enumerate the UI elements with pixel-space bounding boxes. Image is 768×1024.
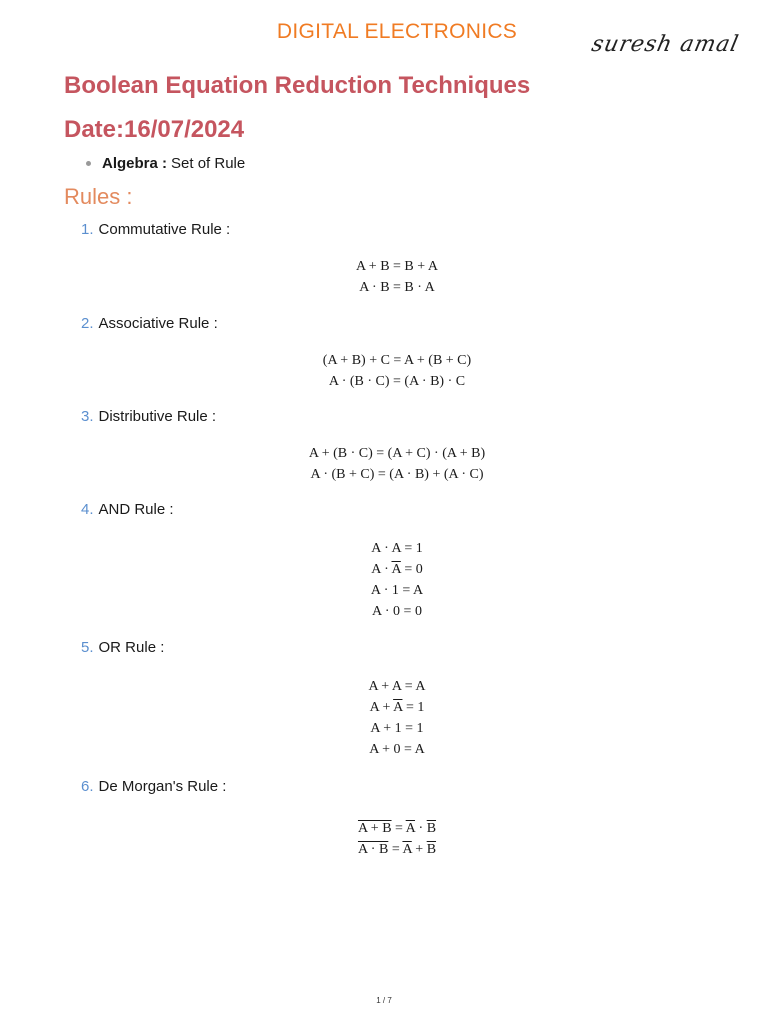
equation: A + B = B + A <box>355 259 439 274</box>
equation: A · (B + C) = (A · B) + (A · C) <box>310 467 484 482</box>
complement-term: $\overline{B}$ <box>426 842 437 857</box>
bullet-label: Algebra : <box>102 155 168 172</box>
complement-term: $\overline{A}$ <box>391 562 401 577</box>
equation: A · 1 = A <box>370 583 424 598</box>
complement-term: $\overline{B}$ <box>426 821 437 836</box>
equation: A · 0 = 0 <box>372 604 422 619</box>
rule-label: Distributive Rule : <box>98 408 217 425</box>
complement-term: $\overline{A}$ <box>393 700 403 715</box>
algebra-bullet <box>86 155 245 172</box>
equation: A + A = A <box>368 679 426 694</box>
rule-number: 2. <box>81 315 94 332</box>
complement-term: $\overline{A}$ <box>402 842 412 857</box>
equation: $A + \overline{A} = 1$ <box>369 700 425 715</box>
rule-or <box>81 639 164 656</box>
equation: (A + B) + C = A + (B + C) <box>322 353 472 368</box>
equations-commutative <box>0 256 768 298</box>
page-header: DIGITAL ELECTRONICS <box>276 20 518 43</box>
bullet-text: Set of Rule <box>171 155 246 172</box>
rule-label: De Morgan's Rule : <box>98 778 227 795</box>
complement-term: $\overline{A}$ <box>405 821 416 836</box>
equation: $A + B = \overline{A} \cdot \overline{B}$ <box>357 821 437 836</box>
bullet-dot-icon <box>86 161 91 166</box>
equations-associative <box>0 350 768 392</box>
rule-and <box>81 501 174 518</box>
rule-number: 5. <box>81 639 94 656</box>
rule-commutative <box>81 221 230 238</box>
rule-label: Commutative Rule : <box>98 221 231 238</box>
date-heading: Date:16/07/2024 <box>64 116 245 143</box>
equation: A · B = B · A <box>359 280 435 295</box>
rule-label: OR Rule : <box>98 639 165 656</box>
complement-term: A · B <box>357 842 389 857</box>
equations-or <box>0 676 768 760</box>
page-title: Boolean Equation Reduction Techniques <box>64 72 531 99</box>
rule-label: Associative Rule : <box>98 315 218 332</box>
equation: A + (B · C) = (A + C) · (A + B) <box>308 446 486 461</box>
rule-number: 4. <box>81 501 94 518</box>
rule-distributive <box>81 408 216 425</box>
equation: $A \cdot \overline{A} = 0$ <box>371 562 423 577</box>
complement-term: A + B <box>357 821 392 836</box>
equation: A · A = 1 <box>371 541 423 556</box>
rule-number: 6. <box>81 778 94 795</box>
rule-number: 1. <box>81 221 94 238</box>
rule-label: AND Rule : <box>98 501 174 518</box>
equation: A + 1 = 1 <box>370 721 424 736</box>
rule-number: 3. <box>81 408 94 425</box>
author-signature: suresh amal <box>589 32 742 57</box>
page-number: 1 / 7 <box>376 996 392 1005</box>
equations-and <box>0 538 768 622</box>
equation: $A \cdot B = \overline{A} + \overline{B}$ <box>357 842 437 857</box>
rule-de-morgan <box>81 778 226 795</box>
equation: A · (B · C) = (A · B) · C <box>328 374 466 389</box>
rule-associative <box>81 315 218 332</box>
equations-distributive <box>0 443 768 485</box>
rules-heading: Rules : <box>64 184 133 209</box>
equations-de-morgan <box>0 818 768 860</box>
equation: A + 0 = A <box>369 742 425 757</box>
